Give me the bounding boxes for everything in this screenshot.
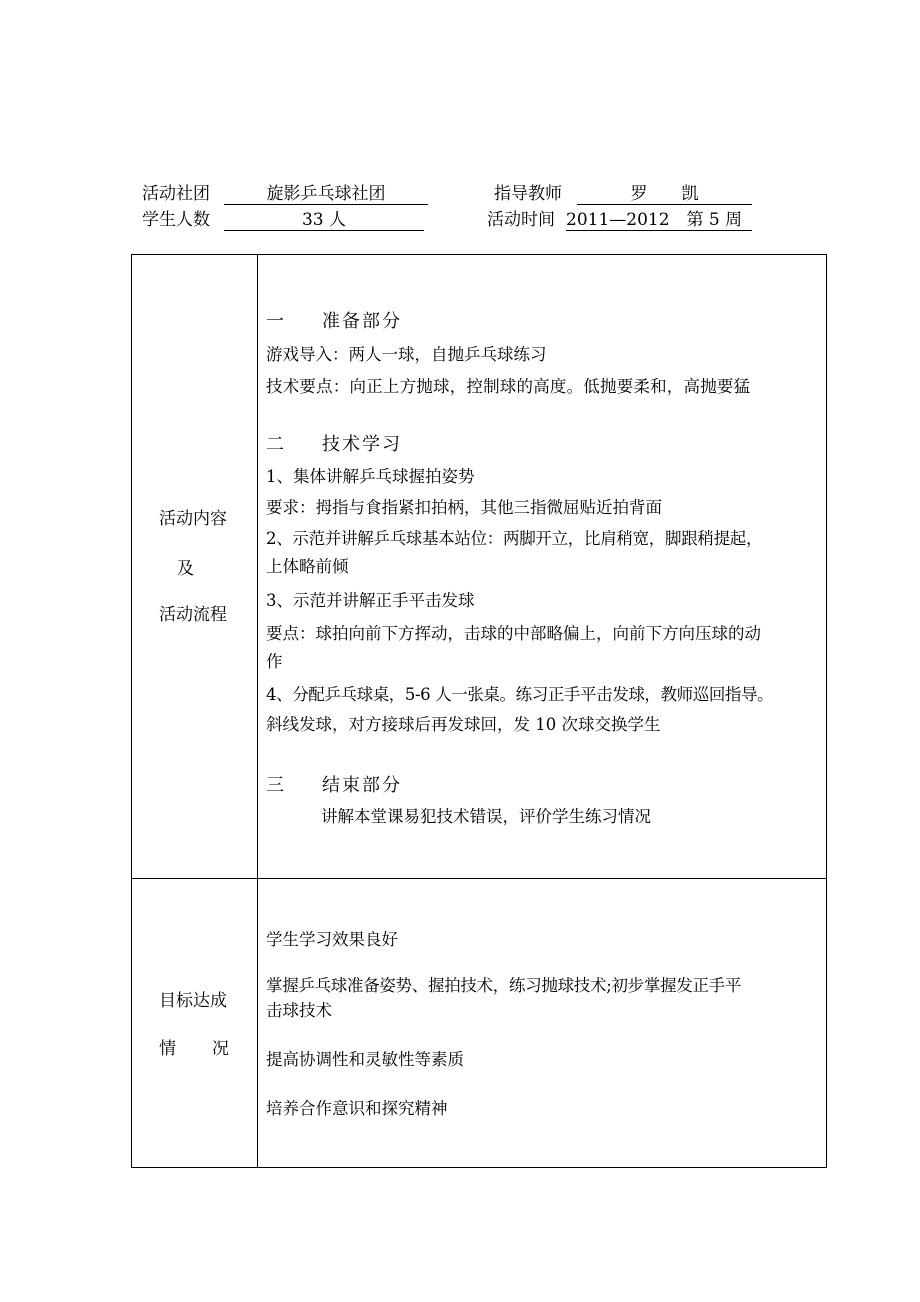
paragraph-step-4-cont: 斜线发球，对方接球后再发球回，发 10 次球交换学生 [266,715,661,734]
section-1-heading [266,309,822,335]
paragraph-step-1: 1、集体讲解乒乓球握拍姿势 [266,467,475,486]
section-1-title: 准备部分 [322,311,402,332]
students-value: 33 人 [224,210,424,231]
goal-2: 掌握乒乓球准备姿势、握拍技术，练习抛球技术;初步掌握发正手平 [266,976,742,995]
row2-label-line2 [159,1037,229,1061]
goal-3: 提高协调性和灵敏性等素质 [266,1050,464,1069]
paragraph-tech-points: 技术要点：向正上方抛球，控制球的高度。低抛要柔和，高抛要猛 [266,377,751,396]
activity-table [131,254,827,1168]
students-label: 学生人数 [142,210,210,230]
row-divider [132,878,826,879]
section-3-number: 三 [266,775,286,796]
row1-label-line3: 活动流程 [159,605,227,625]
paragraph-key-points-cont: 作 [266,652,283,671]
paragraph-summary: 讲解本堂课易犯技术错误，评价学生练习情况 [321,807,651,826]
teacher-label: 指导教师 [494,184,562,204]
row1-label-line1: 活动内容 [159,509,227,529]
time-label: 活动时间 [487,210,555,230]
time-value: 2011—2012 第 5 周 [566,210,752,231]
club-label: 活动社团 [142,184,210,204]
section-2-number: 二 [266,434,286,455]
row1-label-line2: 及 [177,559,194,579]
section-2-heading [266,432,822,458]
goal-4: 培养合作意识和探究精神 [266,1099,448,1118]
paragraph-step-2-cont: 上体略前倾 [266,557,349,576]
row2-label-line1: 目标达成 [159,991,227,1011]
section-3-title: 结束部分 [322,775,402,796]
club-value: 旋影乒乓球社团 [224,184,428,205]
paragraph-step-4: 4、分配乒乓球桌，5-6 人一张桌。练习正手平击发球，教师巡回指导。 [266,685,774,704]
goal-1: 学生学习效果良好 [266,930,398,949]
paragraph-step-2: 2、示范并讲解乒乓球基本站位：两脚开立，比肩稍宽，脚跟稍提起， [266,529,763,548]
paragraph-requirement: 要求：拇指与食指紧扣拍柄，其他三指微屈贴近拍背面 [266,498,662,517]
paragraph-game-intro: 游戏导入：两人一球，自抛乒乓球练习 [266,345,547,364]
paragraph-key-points: 要点：球拍向前下方挥动，击球的中部略偏上，向前下方向压球的动 [266,624,761,643]
section-1-number: 一 [266,311,286,332]
goal-2-cont: 击球技术 [266,1001,332,1020]
section-3-heading [266,773,822,799]
teacher-family: 凯 [681,184,699,204]
row2-label-char1: 情 [159,1039,176,1059]
column-divider [257,255,258,1167]
section-2-title: 技术学习 [322,434,402,455]
teacher-given: 罗 [630,184,648,204]
row2-label-char2: 况 [212,1039,229,1059]
teacher-value [577,184,752,205]
paragraph-step-3: 3、示范并讲解正手平击发球 [266,591,475,610]
